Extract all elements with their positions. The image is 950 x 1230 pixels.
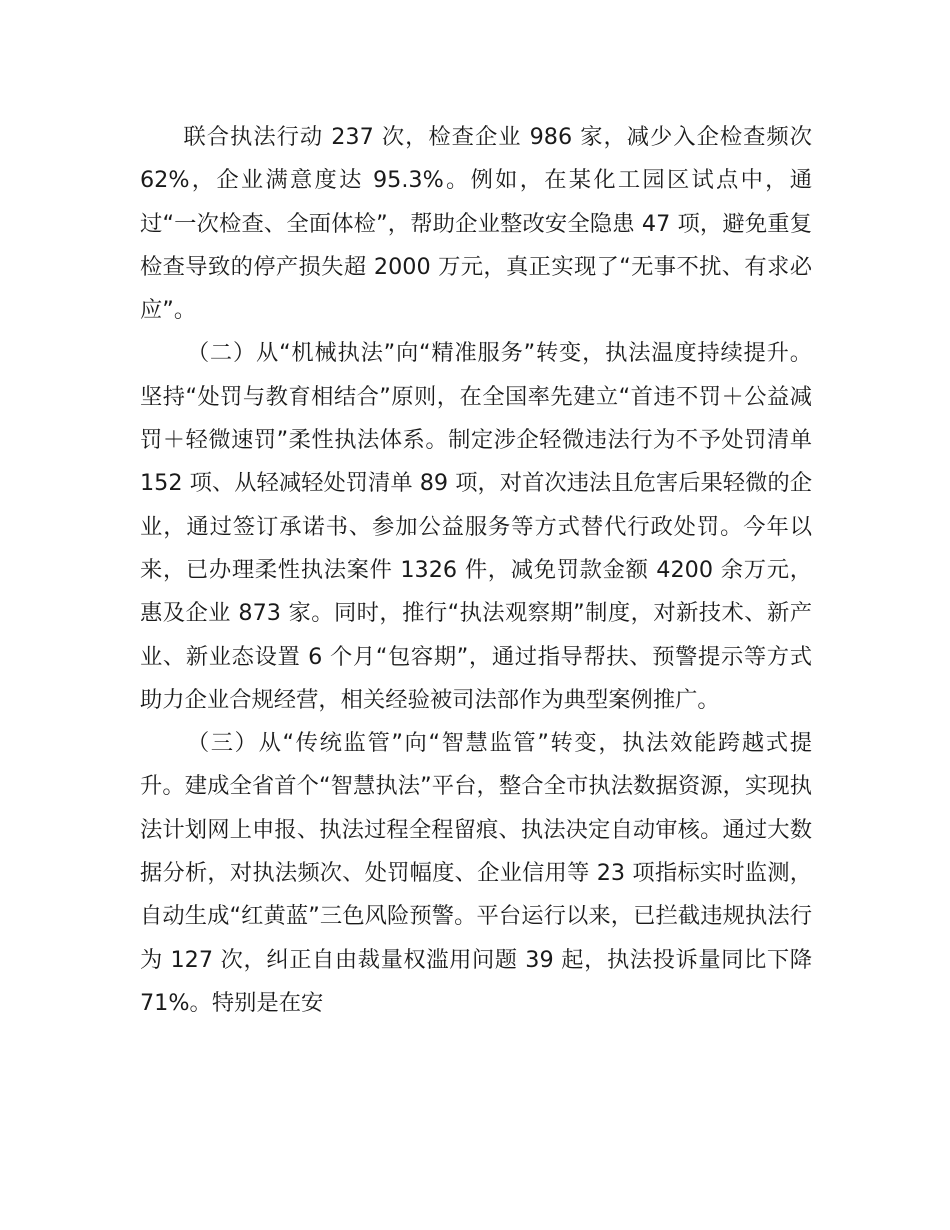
document-body [140,116,812,1025]
paragraph-section-three: （三）从“传统监管”向“智慧监管”转变，执法效能跨越式提升。建成全省首个“智慧执法”平台，整合全市执法数据资源，实现执法计划网上申报、执法过程全程留痕、执法决定自动审核。通过大数据分析，对执法频次、处罚幅度、企业信用等 23 项指标实时监测，自动生成“红黄蓝”三色风险预警。平台运行以来，已拦截违规执法行为 127 次，纠正自由裁量权滥用问题 39 起，执法投诉量同比下降 71%。特别是在安 [140,730,812,1016]
paragraph-section-two: （二）从“机械执法”向“精准服务”转变，执法温度持续提升。坚持“处罚与教育相结合”原则，在全国率先建立“首违不罚＋公益减罚＋轻微速罚”柔性执法体系。制定涉企轻微违法行为不予处罚清单 152 项、从轻减轻处罚清单 89 项，对首次违法且危害后果轻微的企业，通过签订承诺书、参加公益服务等方式替代行政处罚。今年以来，已办理柔性执法案件 1326 件，减免罚款金额 4200 余万元，惠及企业 873 家。同时，推行“执法观察期”制度，对新技术、新产业、新业态设置 6 个月“包容期”，通过指导帮扶、预警提示等方式助力企业合规经营，相关经验被司法部作为典型案例推广。 [140,340,812,713]
paragraph-inspection-results: 联合执法行动 237 次，检查企业 986 家，减少入企检查频次 62%，企业满意度达 95.3%。例如，在某化工园区试点中，通过“一次检查、全面体检”，帮助企业整改安全隐患 47 项，避免重复检查导致的停产损失超 2000 万元，真正实现了“无事不扰、有求必应”。 [140,124,812,324]
